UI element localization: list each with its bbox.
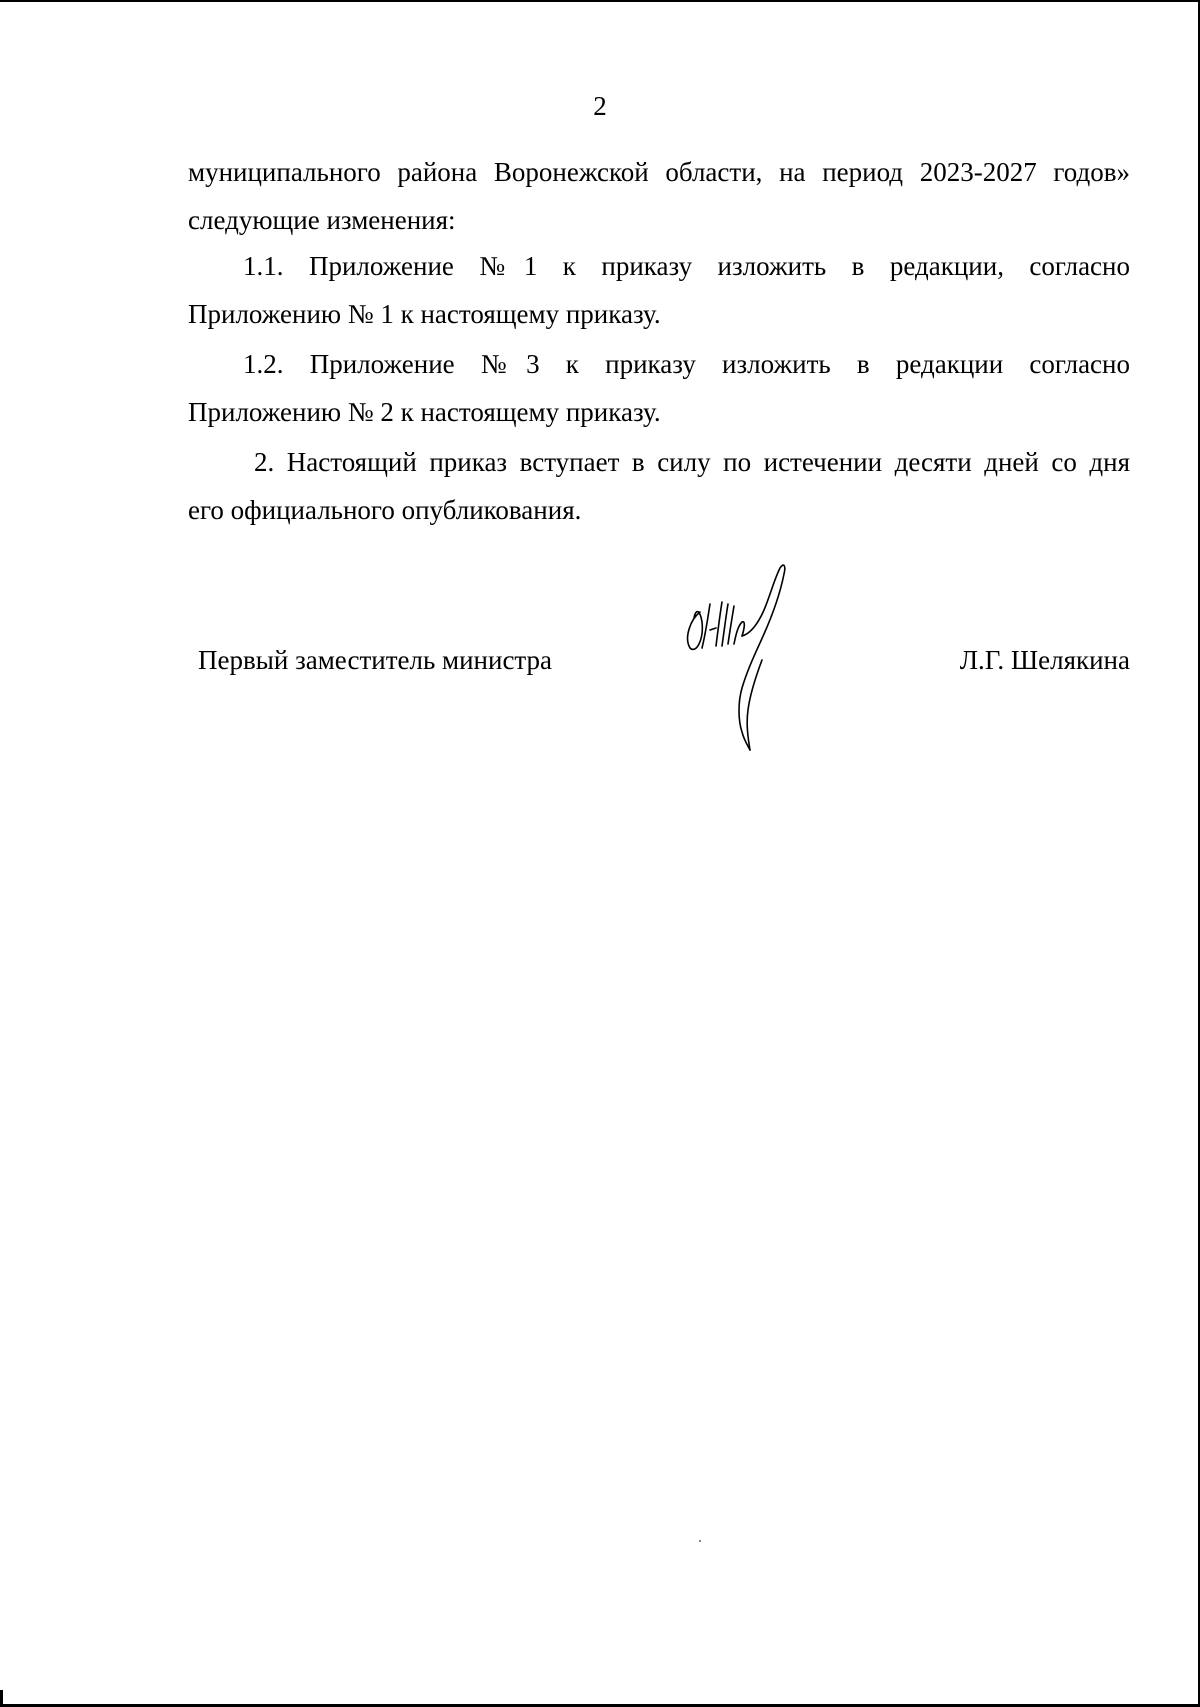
- item-1-1-line-2: Приложению № 1 к настоящему приказу.: [188, 299, 661, 329]
- scan-edge-top: [0, 0, 1200, 2]
- item-1-2-line-2: Приложению № 2 к настоящему приказу.: [188, 397, 661, 427]
- intro-paragraph: [188, 148, 1130, 244]
- signature-block: [188, 640, 1130, 700]
- scan-edge-left: [0, 1690, 3, 1707]
- item-2-line-1: 2. Настоящий приказ вступает в силу по истечении десяти дней со дня: [254, 447, 1130, 477]
- scan-speck: [699, 1540, 701, 1542]
- item-2-line-2: его официального опубликования.: [188, 495, 582, 525]
- handwritten-signature: [672, 560, 822, 755]
- item-2: [188, 438, 1130, 534]
- page-number: 2: [593, 91, 607, 121]
- item-1-1: [188, 242, 1130, 338]
- intro-line-1: муниципального района Воронежской области, на период 2023-2027 годов»: [188, 157, 1130, 187]
- item-1-2: [188, 340, 1130, 436]
- signatory-name: Л.Г. Шелякина: [959, 645, 1130, 675]
- signatory-position: Первый заместитель министра: [198, 645, 553, 675]
- item-1-1-line-1: 1.1. Приложение №1 к приказу изложить в редакции, согласно: [243, 251, 1130, 281]
- intro-line-2: следующие изменения:: [188, 205, 456, 235]
- item-1-2-line-1: 1.2. Приложение №3 к приказу изложить в редакции согласно: [243, 349, 1130, 379]
